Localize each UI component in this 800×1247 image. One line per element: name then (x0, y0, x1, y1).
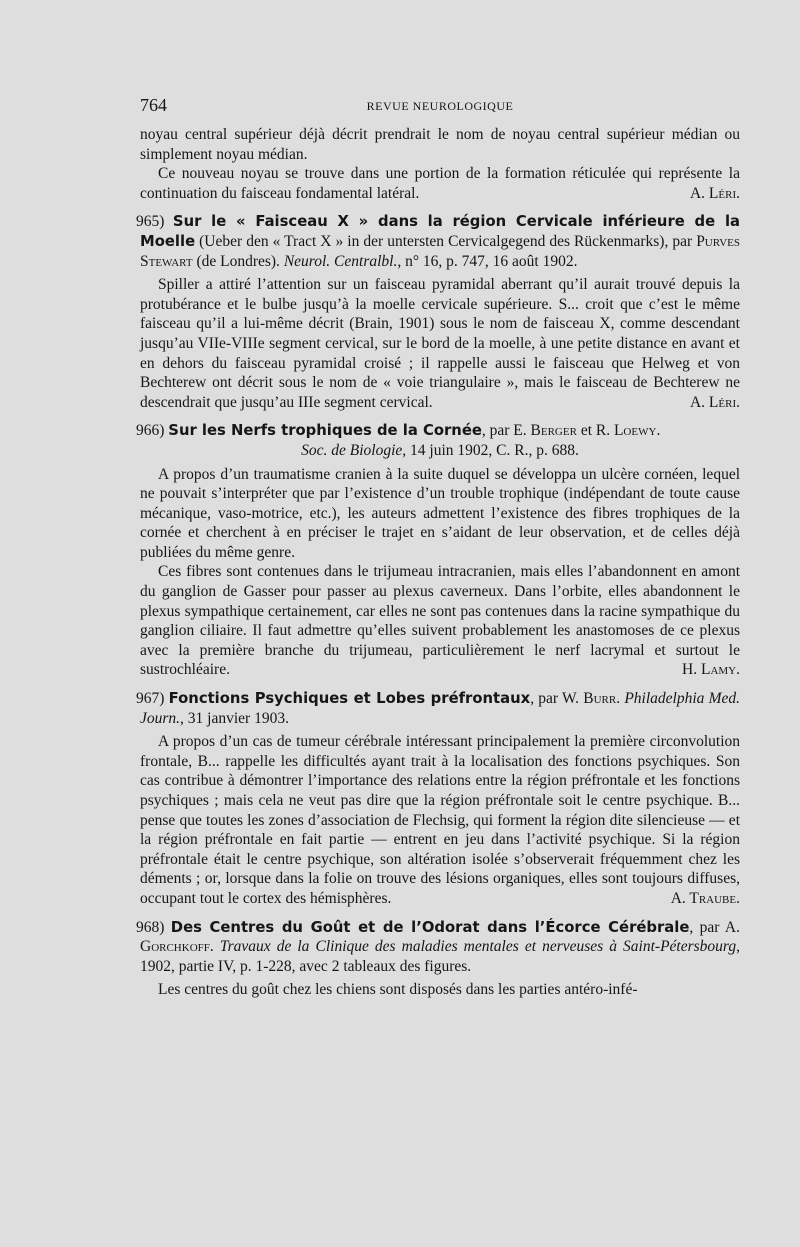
entry-number: 966) (136, 422, 165, 440)
entry-966 (136, 421, 740, 680)
signature: A. Traube. (670, 889, 740, 907)
entry-author: Burr (583, 690, 617, 708)
signature: A. Léri. (689, 393, 740, 411)
running-head (140, 95, 740, 125)
entry-ref: . (656, 422, 661, 440)
entry-heading (136, 421, 740, 441)
entry-source (140, 441, 740, 461)
entry-title: Sur les Nerfs trophiques de la Cornée (168, 422, 482, 440)
entry-ref: et R. (576, 422, 614, 440)
entry-ref: , 14 juin 1902, C. R., p. 688. (402, 441, 579, 459)
signature: A. Léri. (689, 184, 740, 202)
entry-ref: . (616, 690, 625, 708)
entry-heading (136, 918, 740, 977)
entry-number: 965) (136, 213, 165, 231)
entry-965 (136, 212, 740, 412)
entry-author: Gorchkoff (140, 938, 210, 956)
entry-ref: , par A. (689, 918, 740, 936)
entry-ref: . (209, 938, 220, 956)
intro-paragraph-2-text: Ce nouveau noyau se trouve dans une portion de la formation réticulée qui représente la continuation du faisceau fondamental latéral. (140, 165, 740, 202)
entry-heading (136, 689, 741, 728)
intro-paragraph-2 (140, 164, 740, 203)
entry-968 (136, 918, 740, 1000)
entry-ref: (de Londres). (192, 252, 284, 270)
entry-body (140, 732, 740, 908)
entry-body: Les centres du goût chez les chiens sont disposés dans les parties antéro-infé- (158, 981, 638, 999)
entry-ref: , 31 janvier 1903. (180, 709, 289, 727)
entry-author: Loewy (613, 422, 657, 440)
entry-967 (136, 689, 741, 909)
entry-body-text: Spiller a attiré l’attention sur un faisceau pyramidal aberrant qu’il aurait trouvé depuis la protubérance et le bulbe jusqu’à la moelle cervicale supérieure. S... croit que c’est le même faisceau qu’il a lui-même décrit (Brain, 1901) sous le nom de faisceau X, comme descendant jusqu’au VIIe-VIIIe segment cervical, sur le bord de la moelle, à une petite distance en avant et en dehors du faisceau pyramidal croisé ; il rappelle aussi le faisceau que Helweg et von Bechterew ont décrit sous le nom de « voie triangulaire », mais le faisceau de Bechterew ne descendrait que jusqu’au IIIe segment cervical. (140, 276, 740, 411)
intro-paragraph-1: noyau central supérieur déjà décrit prendrait le nom de noyau central supérieur médian ou simplement noyau médian. (140, 126, 740, 163)
signature: H. Lamy. (682, 661, 740, 679)
entry-body (140, 275, 740, 412)
entry-number: 968) (136, 918, 165, 936)
entry-body-text: Ces fibres sont contenues dans le trijumeau intracranien, mais elles l’abandonnent en amont du ganglion de Gasser pour passer au plexus caverneux. Dans l’orbite, elles abandonnent le plexus sympathique certainement, car elles ne sont pas contenues dans la racine sympathique du ganglion ciliaire. Il faut admettre qu’elles suivent probablement les anastomoses de ce plexus avec la première branche du trijumeau, particulièrement le nerf lacrymal et surtout le sustrochléaire. (140, 563, 740, 679)
text-block (136, 95, 741, 1000)
entry-ref: , 1902, partie IV, p. 1-228, avec 2 tableaux des figures. (140, 938, 740, 975)
journal-title: REVUE NEUROLOGIQUE (366, 99, 514, 113)
entry-title: Sur le « Faisceau X » dans la région Cervicale inférieure de la Moelle (140, 213, 740, 250)
entry-journal: Neurol. Centralbl. (283, 252, 398, 270)
entry-ref: , par E. (481, 422, 531, 440)
entry-journal: Philadelphia Med. Journ. (140, 690, 741, 727)
entry-ref: , n° 16, p. 747, 16 août 1902. (397, 252, 578, 270)
entry-journal: Travaux de la Clinique des maladies mentales et nerveuses à Saint-Pétersbourg (219, 938, 737, 956)
entry-heading (136, 212, 740, 271)
entry-title: Fonctions Psychiques et Lobes préfrontaux (168, 690, 531, 708)
entry-body-text: A propos d’un cas de tumeur cérébrale intéressant principalement la première circonvolution frontale, B... rappelle les difficultés ayant trait à la localisation des fonctions psychiques. Son cas contribue à démontrer l’importance des relations entre la région préfrontale et les fonctions psychiques ; mais cela ne veut pas dire que la région préfrontale soit le centre psychique. B... pense que toutes les zones d’association de Flechsig, qui forment la région dite silencieuse — et la région préfrontale en fait partie — entrent en jeu dans l’activité psychique. Si la région préfrontale était le centre psychique, son altération isolée s’observerait fréquemment chez les déments ; or, lorsque dans la folie on trouve des lésions organiques, elles sont toujours diffuses, occupant tout le cortex des hémisphères. (140, 733, 740, 907)
entry-ref: (Ueber den « Tract X » in der untersten Cervicalgegend des Rückenmarks), par (195, 232, 697, 250)
entry-title: Des Centres du Goût et de l’Odorat dans l’Écorce Cérébrale (170, 918, 690, 936)
entry-body-1: A propos d’un traumatisme cranien à la suite duquel se développa un ulcère cornéen, lequel ne pouvait s’interpréter que par l’existence d’un trouble trophique (indépendant de toute cause mécanique, vaso-motrice, etc.), les auteurs admettent l’existence des fibres trophiques de la cornée et cherchent à en préciser le trajet en s’aidant de leur observation, et de celles déjà publiées du même genre. (140, 465, 740, 561)
entry-ref: , par W. (530, 690, 584, 708)
entry-author: Purves Stewart (140, 232, 740, 270)
entry-number: 967) (136, 690, 165, 708)
entry-author: Berger (530, 422, 577, 440)
entry-journal: Soc. de Biologie (301, 441, 403, 459)
entry-body-2 (140, 562, 740, 680)
page-number: 764 (140, 95, 167, 115)
